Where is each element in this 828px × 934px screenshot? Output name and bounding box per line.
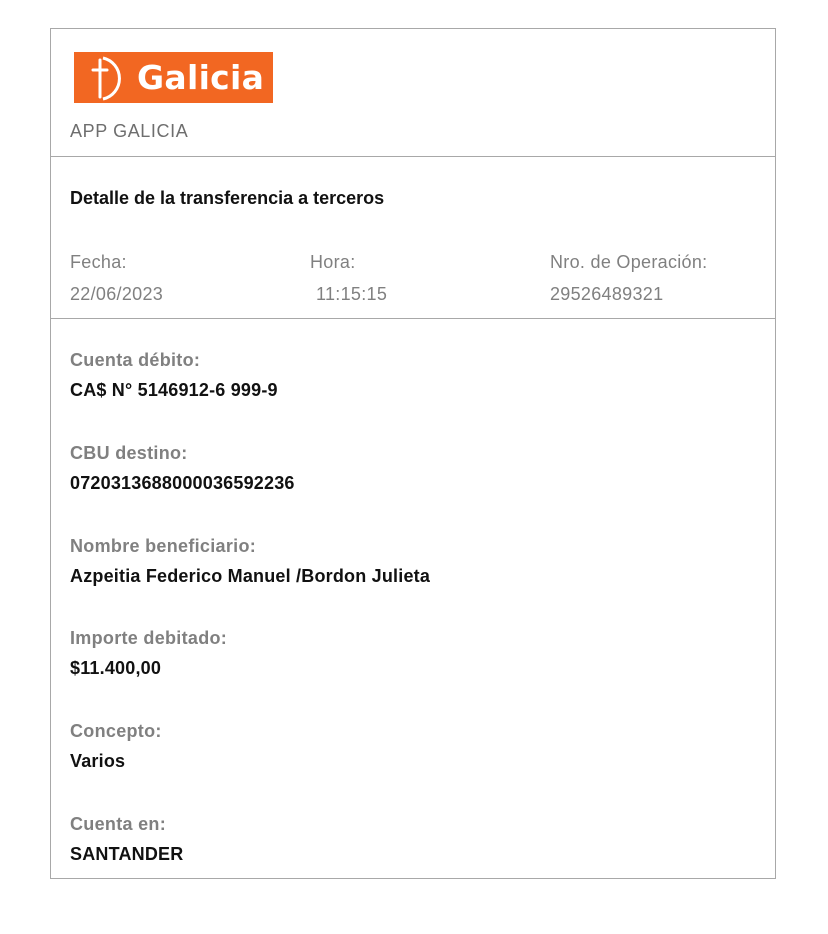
amount-value: $11.400,00 [70,658,162,678]
concept-label: Concepto: [70,721,162,741]
bank-label: Cuenta en: [70,814,167,834]
bank-value: SANTANDER [70,844,184,864]
operation-value: 29526489321 [550,284,664,304]
transfer-receipt [50,28,776,879]
debit-account-field [70,350,278,401]
time-label: Hora: [310,252,356,272]
amount-field [70,628,227,679]
cbu-value: 0720313688000036592236 [70,473,295,493]
concept-field [70,721,162,772]
time-block [310,252,387,305]
page-title: Detalle de la transferencia a terceros [70,188,385,208]
transfer-summary [51,157,775,319]
time-value: 11:15:15 [316,284,388,304]
date-block [70,252,163,305]
beneficiary-label: Nombre beneficiario: [70,536,257,556]
receipt-header [51,29,775,157]
cbu-label: CBU destino: [70,443,188,463]
amount-label: Importe debitado: [70,628,228,648]
galicia-cross-icon [81,55,129,101]
beneficiary-field [70,536,430,587]
app-label: APP GALICIA [70,121,189,141]
brand-name: Galicia [137,58,265,97]
debit-account-label: Cuenta débito: [70,350,201,370]
debit-account-value: CA$ N° 5146912-6 999-9 [70,380,278,400]
bank-field [70,814,183,865]
date-label: Fecha: [70,252,127,272]
operation-block [550,252,707,305]
date-value: 22/06/2023 [70,284,164,304]
beneficiary-value: Azpeitia Federico Manuel /Bordon Julieta [70,566,431,586]
operation-label: Nro. de Operación: [550,252,708,272]
galicia-logo [74,52,273,103]
concept-value: Varios [70,751,126,771]
cbu-field [70,443,295,494]
